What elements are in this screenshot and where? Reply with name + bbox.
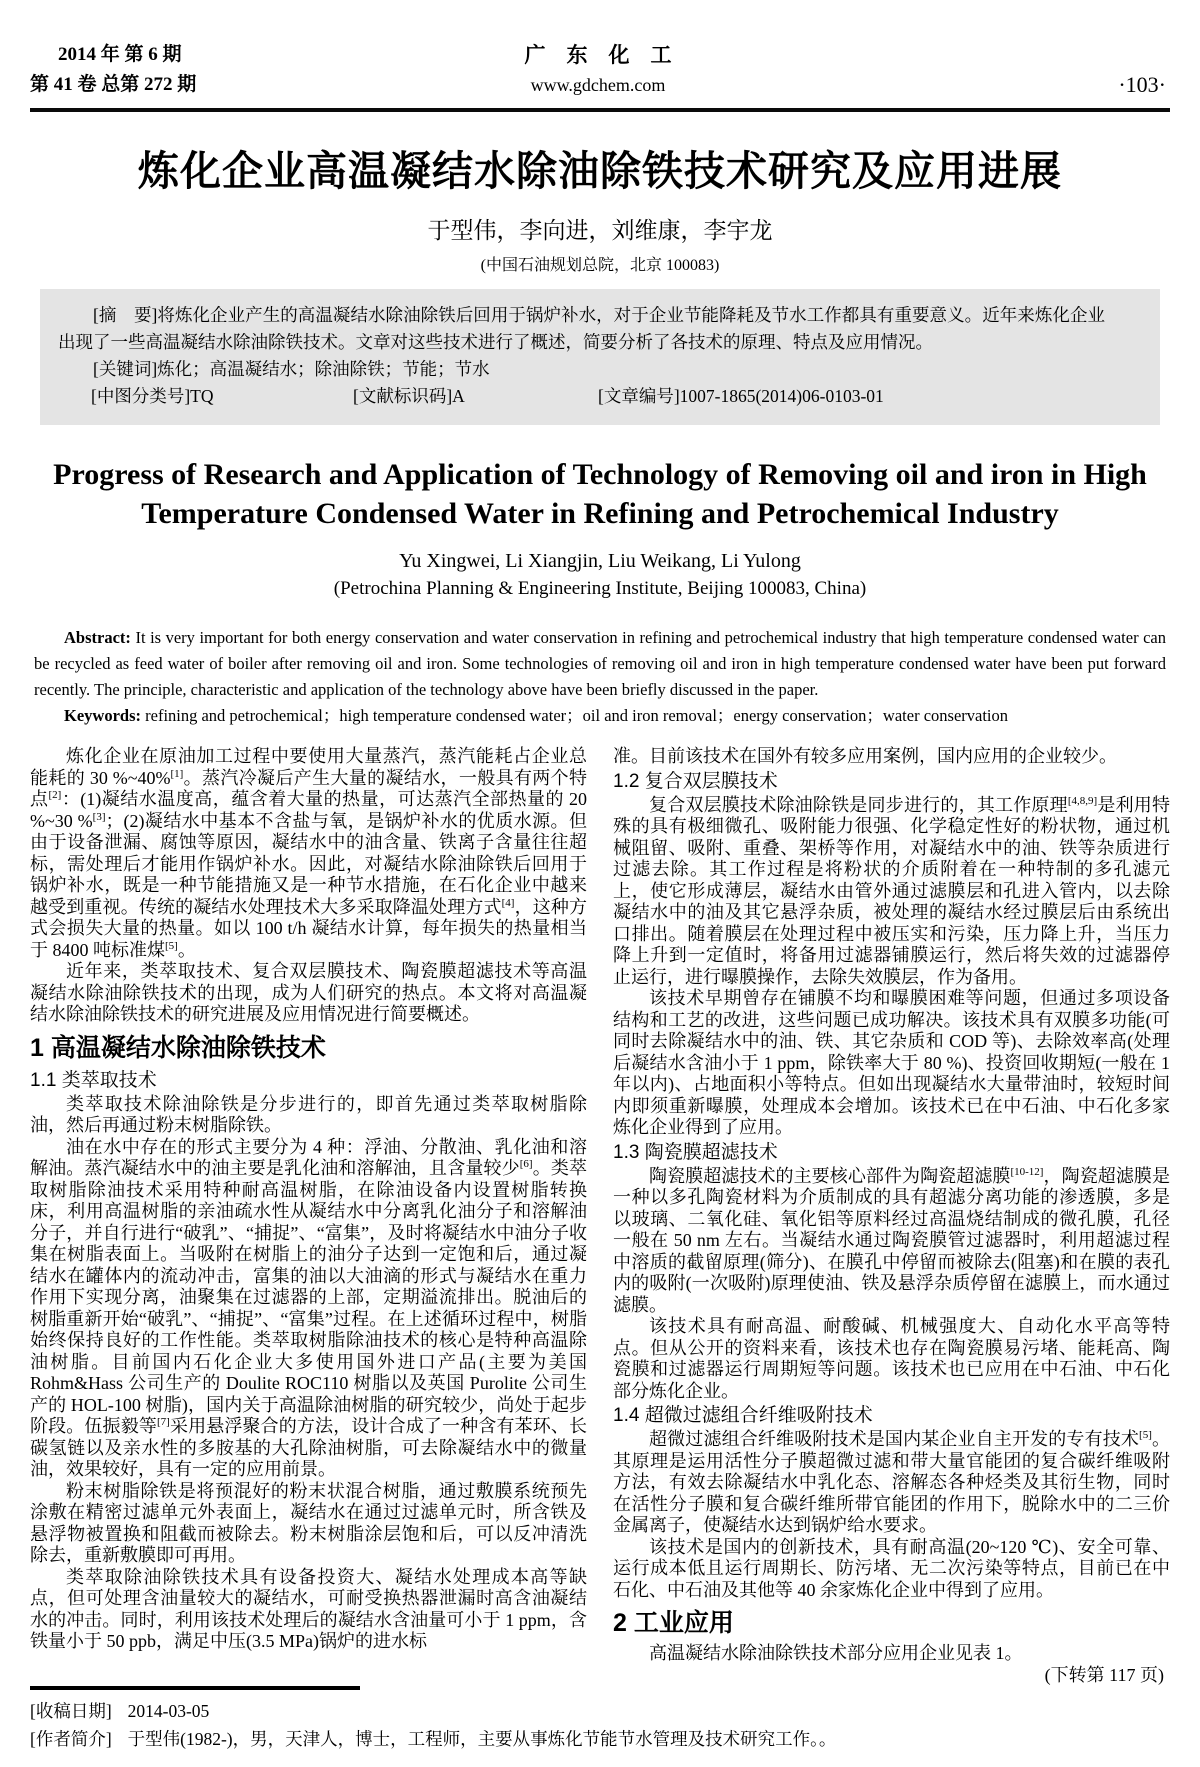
article-title-cn: 炼化企业高温凝结水除油除铁技术研究及应用进展 xyxy=(138,148,1062,194)
volume-line: 第 41 卷 总第 272 期 xyxy=(30,74,197,95)
section-heading-2: 2 工业应用 xyxy=(613,1609,734,1637)
abstract-cn: [摘 要]将炼化企业产生的高温凝结水除油除铁后回用于锅炉补水，对于企业节能降耗及节水工作都具有重要意义。近年来炼化企业出现了一些高温凝结水除油除铁技术。文章对这些技术进行了概述，简要分析了各技术的原理、特点及应用情况。 xyxy=(58,305,1105,352)
paragraph: 炼化企业在原油加工过程中要使用大量蒸汽，蒸汽能耗占企业总能耗的 30 %~40%[1]。蒸汽冷凝后产生大量的凝结水，一般具有两个特点[2]：(1)凝结水温度高，蕴含着大量的热量，可达蒸汽全部热量的 20 %~30 %[3]；(2)凝结水中基本不含盐与氧，是锅炉补水的优质水源。但由于设备泄漏、腐蚀等原因，凝结水中的油含量、铁离子含量往往超标，需处理后才能用作锅炉补水。因此，对凝结水除油除铁后回用于锅炉补水，既是一种节能措施又是一种节水措施，在石化企业中越来越受到重视。传统的凝结水处理技术大多采取降温处理方式[4]，这种方式会损失大量的热量。如以 100 t/h 凝结水计算，每年损失的热量相当于 8400 吨标准煤[5]。 xyxy=(30,746,588,960)
paragraph: 类萃取技术除油除铁是分步进行的，即首先通过类萃取树脂除油，然后再通过粉末树脂除铁。 xyxy=(30,1093,587,1135)
paragraph: 粉末树脂除铁是将预混好的粉末状混合树脂，通过敷膜系统预先涂敷在精密过滤单元外表面上，凝结水在通过过滤单元时，所含铁及悬浮物被置换和阻截而被除去。粉末树脂涂层饱和后，可以反冲清洗除去，重新敷膜即可再用。 xyxy=(30,1480,587,1565)
footnote-rule xyxy=(30,1686,360,1690)
subsection-heading-1-1: 1.1 类萃取技术 xyxy=(30,1069,157,1091)
paragraph: 该技术早期曾存在铺膜不均和曝膜困难等问题，但通过多项设备结构和工艺的改进，这些问题已成功解决。该技术具有双膜多功能(可同时去除凝结水中的油、铁、其它杂质和 COD 等)、去除效率高(处理后凝结水含油小于 1 ppm，除铁率大于 80 %)、投资回收期短(一般在 1 年以内)、占地面积小等特点。但如出现凝结水大量带油时，较短时间内即须重新曝膜，处理成本会增加。该技术已在中石油、中石化多家炼化企业得到了应用。 xyxy=(613,988,1170,1137)
section-heading-1: 1 高温凝结水除油除铁技术 xyxy=(30,1033,326,1062)
issue-line: 2014 年 第 6 期 xyxy=(58,44,182,65)
left-column xyxy=(30,746,587,1686)
abstract-en-text: It is very important for both energy conservation and water conservation in refining and petrochemical industry that high temperature condensed water can be recycled as feed water of boiler after removing oil and iron. Some technologies of removing oil and iron in high temperature condensed water have been put forward recently. The principle, characteristic and application of the technology above have been briefly discussed in the paper. xyxy=(34,628,1167,699)
keywords-en xyxy=(34,703,1166,729)
paragraph: 高温凝结水除油除铁技术部分应用企业见表 1。 xyxy=(649,1643,1023,1663)
authors-cn: 于型伟，李向进，刘维康，李宇龙 xyxy=(427,218,773,243)
subsection-heading-1-3: 1.3 陶瓷膜超滤技术 xyxy=(613,1141,778,1163)
article-number: [文章编号]1007-1865(2014)06-0103-01 xyxy=(598,386,884,406)
received-date-line xyxy=(30,1697,1170,1725)
document-code: [文献标识码]A xyxy=(353,386,465,406)
classification-row xyxy=(58,383,1105,410)
paragraph: 该技术是国内的创新技术，具有耐高温(20~120 ℃)、安全可靠、运行成本低且运行周期长、防污堵、无二次污染等特点，目前已在中石化、中石油及其他等 40 余家炼化企业中得到了应用。 xyxy=(613,1536,1170,1600)
clc-number: [中图分类号]TQ xyxy=(91,386,214,406)
continuation-note: (下转第 117 页) xyxy=(1044,1664,1164,1685)
received-date-value: 2014-03-05 xyxy=(127,1701,210,1721)
english-abstract-block xyxy=(34,625,1166,729)
paragraph: 油在水中存在的形式主要分为 4 种：浮油、分散油、乳化油和溶解油。蒸汽凝结水中的油主要是乳化油和溶解油，且含量较少[6]。类萃取树脂除油技术采用特种耐高温树脂，在除油设备内设置树脂转换床，利用高温树脂的亲油疏水性从凝结水中分离乳化油分子和溶解油分子，并自行进行“破乳”、“捕捉”、“富集”，及时将凝结水中油分子收集在树脂表面上。当吸附在树脂上的油分子达到一定饱和后，通过凝结水在罐体内的流动冲击，富集的油以大油滴的形式与凝结水在重力作用下实现分离，油聚集在过滤器的上部，定期溢流排出。脱油后的树脂重新开始“破乳”、“捕捉”、“富集”过程。在上述循环过程中，树脂始终保持良好的工作性能。类萃取树脂除油技术的核心是特种高温除油树脂。目前国内石化企业大多使用国外进口产品(主要为美国 Rohm&Hass 公司生产的 Doulite ROC110 树脂以及英国 Purolite 公司生产的 HOL-100 树脂)，国内关于高温除油树脂的研究较少，尚处于起步阶段。伍振毅等[7]采用悬浮聚合的方法，设计合成了一种含有苯环、长碳氢链以及亲水性的多胺基的大孔除油树脂，可去除凝结水中的微量油，效果较好，具有一定的应用前景。 xyxy=(30,1136,588,1479)
paragraph: 类萃取除油除铁技术具有设备投资大、凝结水处理成本高等缺点，但可处理含油量较大的凝结水，可耐受换热器泄漏时高含油凝结水的冲击。同时，利用该技术处理后的凝结水含油量可小于 1 ppm，含铁量小于 50 ppb，满足中压(3.5 MPa)锅炉的进水标 xyxy=(30,1566,587,1651)
author-bio-line xyxy=(30,1725,1170,1753)
paragraph: 超微过滤组合纤维吸附技术是国内某企业自主开发的专有技术[5]。其原理是运用活性分子膜超微过滤和带大量官能团的复合碳纤维吸附方法，有效去除凝结水中乳化态、溶解态各种烃类及其衍生物，同时在活性分子膜和复合碳纤维所带官能团的作用下，脱除水中的二三价金属离子，使凝结水达到锅炉给水要求。 xyxy=(613,1429,1171,1535)
authors-en: Yu Xingwei, Li Xiangjin, Liu Weikang, Li Yulong xyxy=(399,550,801,572)
abstract-en xyxy=(34,625,1166,703)
subsection-heading-1-4: 1.4 超微过滤组合纤维吸附技术 xyxy=(613,1405,873,1426)
author-bio-value: 于型伟(1982-)，男，天津人，博士，工程师，主要从事炼化节能节水管理及技术研究工作。。 xyxy=(127,1729,837,1749)
abstract-en-label: Abstract: xyxy=(64,628,131,647)
author-bio-label: [作者简介] xyxy=(30,1729,112,1749)
subsection-heading-1-2: 1.2 复合双层膜技术 xyxy=(613,770,778,792)
journal-header xyxy=(30,40,1170,112)
affiliation-en: (Petrochina Planning & Engineering Institute, Beijing 100083, China) xyxy=(333,578,867,599)
paragraph: 陶瓷膜超滤技术的主要核心部件为陶瓷超滤膜[10-12]，陶瓷超滤膜是一种以多孔陶瓷材料为介质制成的具有超滤分离功能的渗透膜，多是以玻璃、二氧化硅、氧化铝等原料经过高温烧结制成的微孔膜，孔径一般在 50 nm 左右。当凝结水通过陶瓷膜管过滤器时，利用超滤过程中溶质的截留原理(筛分)、在膜孔中停留而被除去(阻塞)和在膜的表孔内的吸附(一次吸附)原理使油、铁及悬浮杂质停留在滤膜上，而水通过滤膜。 xyxy=(613,1165,1171,1315)
right-column xyxy=(613,746,1170,1686)
paragraph: 近年来，类萃取技术、复合双层膜技术、陶瓷膜超滤技术等高温凝结水除油除铁技术的出现，成为人们研究的热点。本文将对高温凝结水除油除铁技术的研究进展及应用情况进行简要概述。 xyxy=(30,961,587,1024)
received-date-label: [收稿日期] xyxy=(30,1701,112,1721)
header-issue-info xyxy=(30,40,330,100)
journal-url: www.gdchem.com xyxy=(530,75,666,95)
paragraph: 复合双层膜技术除油除铁是同步进行的，其工作原理[4,8,9]是利用特殊的具有极细微孔、吸附能力很强、化学稳定性好的粉状物，通过机械阻留、吸附、重叠、架桥等作用，对凝结水中的油、铁等杂质进行过滤去除。其工作过程是将粉状的介质附着在一种特制的多孔滤元上，使它形成薄层，凝结水由管外通过滤膜层和孔进入管内，以去除凝结水中的油及其它悬浮杂质，被处理的凝结水经过膜层后由系统出口排出。随着膜层在处理过程中被压实和污染，压力降上升，当压力降上升到一定值时，将备用过滤器铺膜运行，然后将失效的过滤器停止运行，进行曝膜操作，去除失效膜层，作为备用。 xyxy=(613,794,1171,987)
paragraph-continuation: 准。目前该技术在国外有较多应用案例，国内应用的企业较少。 xyxy=(613,746,1117,766)
article-title-en: Progress of Research and Application of Technology of Removing oil and iron in High Temperature Condensed Water in Refining and Petrochemical Industry xyxy=(53,458,1147,530)
keywords-cn: [关键词]炼化；高温凝结水；除油除铁；节能；节水 xyxy=(93,359,490,379)
page-number: ·103· xyxy=(1118,72,1166,97)
journal-title: 广 东 化 工 xyxy=(524,43,672,67)
affiliation-cn: (中国石油规划总院，北京 100083) xyxy=(480,257,720,274)
header-journal-name xyxy=(330,40,866,100)
keywords-en-label: Keywords: xyxy=(64,706,141,725)
abstract-box xyxy=(40,289,1160,425)
article-body xyxy=(30,746,1170,1686)
paragraph: 该技术具有耐高温、耐酸碱、机械强度大、自动化水平高等特点。但从公开的资料来看，该技术也存在陶瓷膜易污堵、能耗高、陶瓷膜和过滤器运行周期短等问题。该技术也已应用在中石油、中石化部分炼化企业。 xyxy=(613,1316,1170,1401)
keywords-en-text: refining and petrochemical；high temperature condensed water；oil and iron removal；energy conservation；water conservation xyxy=(145,706,1009,725)
footnote-area xyxy=(30,1686,1170,1767)
